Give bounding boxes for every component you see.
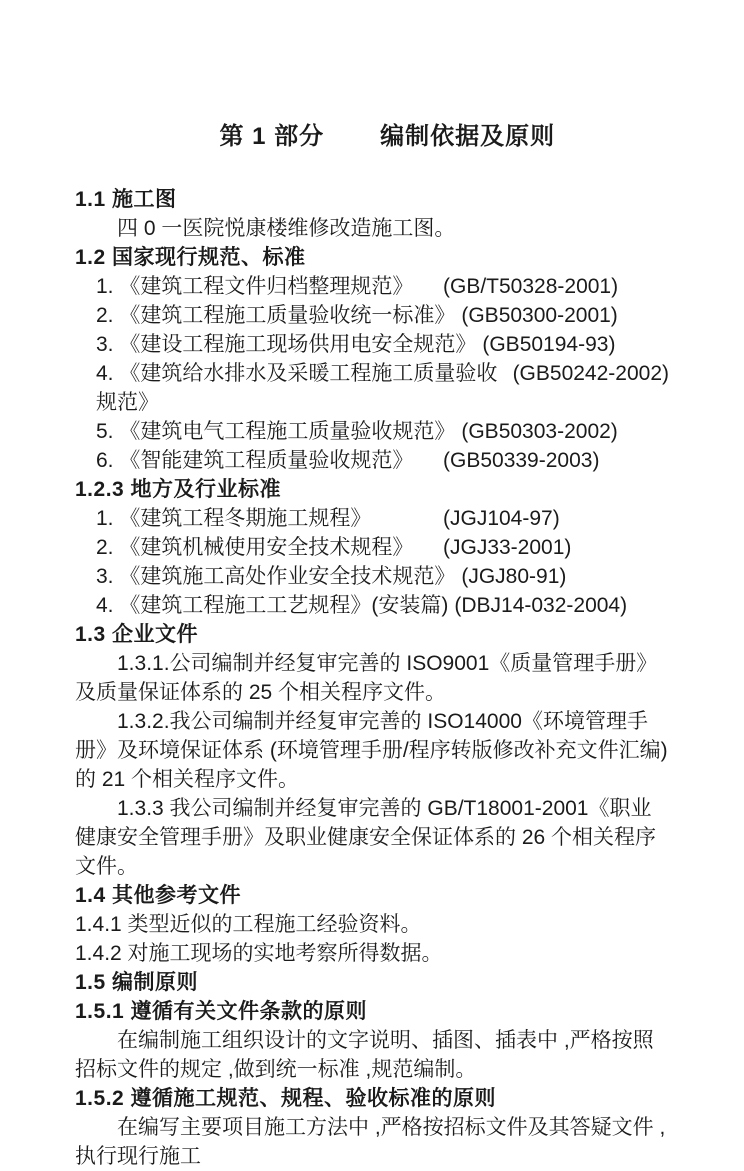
- standard-title: 5. 《建筑电气工程施工质量验收规范》: [96, 420, 456, 443]
- section-heading: 1.2.3 地方及行业标准: [75, 478, 282, 501]
- standard-code: (GB/T50328-2001): [443, 275, 619, 298]
- standard-title: 2. 《建筑工程施工质量验收统一标准》: [96, 304, 456, 327]
- standard-title: 1. 《建筑工程文件归档整理规范》: [96, 275, 414, 298]
- paragraph: 1.3.3 我公司编制并经复审完善的 GB/T18001-2001《职业健康安全管理手册》及职业健康安全保证体系的 26 个相关程序文件。: [75, 797, 657, 878]
- paragraph: 四 0 一医院悦康楼维修改造施工图。: [117, 217, 456, 240]
- standard-item: [75, 330, 669, 359]
- section-heading: 1.5.2 遵循施工规范、规程、验收标准的原则: [75, 1087, 497, 1110]
- paragraph: 1.4.2 对施工现场的实地考察所得数据。: [75, 942, 443, 965]
- standard-code: (GB50303-2002): [461, 420, 618, 443]
- standard-item: [75, 533, 669, 562]
- section-heading: 1.2 国家现行规范、标准: [75, 246, 306, 269]
- paragraph: 在编制施工组织设计的文字说明、插图、插表中 ,严格按照招标文件的规定 ,做到统一标准 ,规范编制。: [75, 1029, 654, 1081]
- standard-code: (GB50242-2002): [512, 362, 669, 385]
- standard-code: (GB50339-2003): [443, 449, 600, 472]
- standard-code: (JGJ80-91): [461, 565, 567, 588]
- standard-item: [75, 504, 669, 533]
- standard-code: (JGJ104-97): [443, 507, 560, 530]
- standard-title: 2. 《建筑机械使用安全技术规程》: [96, 536, 414, 559]
- standard-item: [75, 301, 669, 330]
- standard-item: [75, 562, 669, 591]
- section-heading: 1.1 施工图: [75, 188, 177, 211]
- standard-code: (GB50300-2001): [461, 304, 618, 327]
- paragraph: 1.4.1 类型近似的工程施工经验资料。: [75, 913, 422, 936]
- standard-title: 6. 《智能建筑工程质量验收规范》: [96, 449, 414, 472]
- standard-item: [75, 417, 669, 446]
- standard-title: 1. 《建筑工程冬期施工规程》: [96, 507, 372, 530]
- standard-title: 4. 《建筑给水排水及采暖工程施工质量验收规范》: [96, 362, 498, 414]
- section-heading: 1.5.1 遵循有关文件条款的原则: [75, 1000, 368, 1023]
- paragraph: 1.3.2.我公司编制并经复审完善的 ISO14000《环境管理手册》及环境保证体系 (环境管理手册/程序转版修改补充文件汇编) 的 21 个相关程序文件。: [75, 710, 668, 791]
- standard-item: [75, 359, 669, 417]
- standard-title: 3. 《建设工程施工现场供用电安全规范》: [96, 333, 477, 356]
- paragraph: 1.3.1.公司编制并经复审完善的 ISO9001《质量管理手册》及质量保证体系的 25 个相关程序文件。: [75, 652, 658, 704]
- standard-title: 3. 《建筑施工高处作业安全技术规范》: [96, 565, 456, 588]
- document-content: [75, 185, 669, 1171]
- paragraph: 在编写主要项目施工方法中 ,严格按招标文件及其答疑文件 ,执行现行施工: [75, 1116, 666, 1168]
- standard-item: [75, 591, 669, 620]
- page-title-part-number: 第 1 部分: [219, 123, 325, 150]
- standard-item: [75, 446, 669, 475]
- section-heading: 1.3 企业文件: [75, 623, 199, 646]
- standard-code: (DBJ14-032-2004): [454, 594, 628, 617]
- standard-code: (JGJ33-2001): [443, 536, 572, 559]
- standard-code: (GB50194-93): [482, 333, 616, 356]
- standard-item: [75, 272, 669, 301]
- page-title: [75, 90, 669, 183]
- section-heading: 1.4 其他参考文件: [75, 884, 242, 907]
- page-title-part-text: 编制依据及原则: [380, 123, 556, 150]
- standard-title: 4. 《建筑工程施工工艺规程》(安装篇): [96, 594, 449, 617]
- section-heading: 1.5 编制原则: [75, 971, 199, 994]
